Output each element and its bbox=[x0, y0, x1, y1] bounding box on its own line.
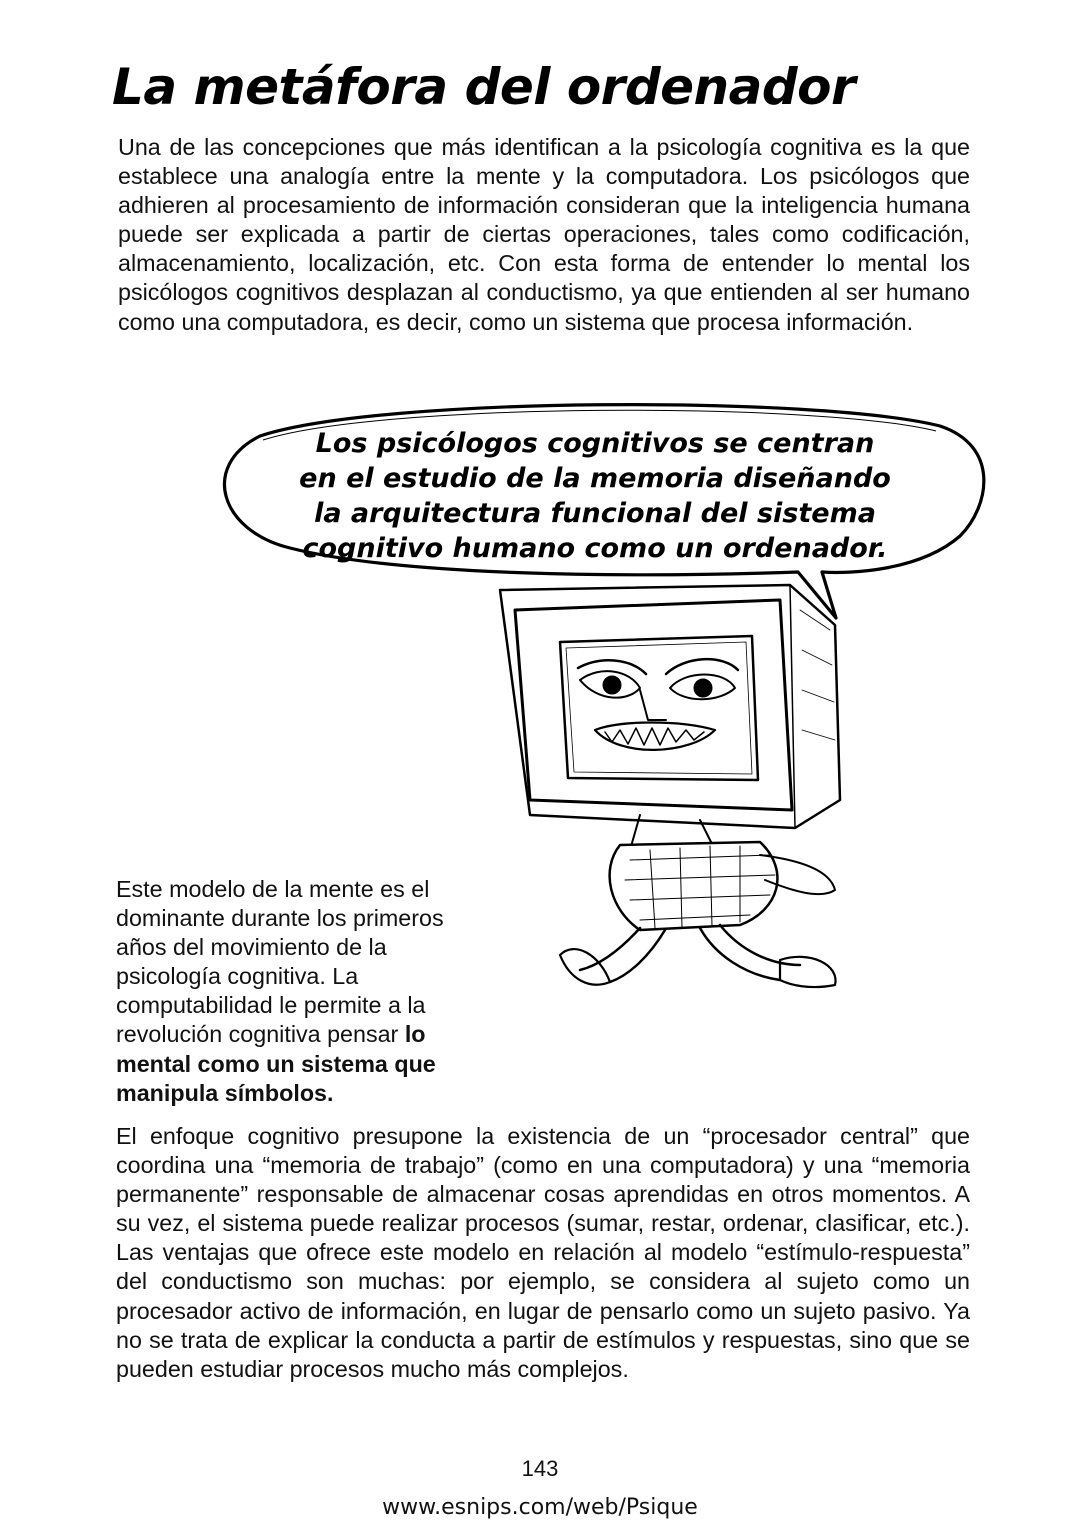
bubble-line: cognitivo humano como un ordenador. bbox=[302, 533, 888, 564]
side-paragraph-text: Este modelo de la mente es el dominante durante los primeros años del movimiento de la psicología cognitiva. La computabilidad le permite a la revolución cognitiva pensar bbox=[116, 876, 444, 1048]
page-number: 143 bbox=[521, 1456, 559, 1481]
side-paragraph-bold: lo mental como un sistema que manipula símbolos. bbox=[116, 1021, 436, 1106]
bubble-line: la arquitectura funcional del sistema bbox=[314, 498, 876, 529]
bubble-line: en el estudio de la memoria diseñando bbox=[299, 463, 891, 494]
page-title: La metáfora del ordenador bbox=[112, 58, 856, 116]
footer-url: www.esnips.com/web/Psique bbox=[382, 1495, 698, 1520]
bubble-line: Los psicólogos cognitivos se centran bbox=[315, 428, 875, 459]
computer-head-illustration bbox=[490, 570, 890, 1030]
speech-bubble-text bbox=[270, 426, 920, 566]
intro-paragraph: Una de las concepciones que más identifican a la psicología cognitiva es la que establece una analogía entre la mente y la computadora. Los psicólogos que adhieren al procesamiento de información consideran que la inteligencia humana puede ser explicada a partir de ciertas operaciones, tales como codificación, almacenamiento, localización, etc. Con esta forma de entender lo mental los psicólogos cognitivos desplazan al conductismo, ya que entienden al ser humano como una computadora, es decir, como un sistema que procesa información. bbox=[118, 134, 970, 335]
side-paragraph bbox=[116, 875, 478, 1108]
main-paragraph: El enfoque cognitivo presupone la existencia de un “procesador central” que coordina una “memoria de trabajo” (como en una computadora) y una “memoria permanente” responsable de almacenar cosas aprendidas en otros momentos. A su vez, el sistema puede realizar procesos (sumar, restar, ordenar, clasificar, etc.). Las ventajas que ofrece este modelo en relación al modelo “estímulo-respuesta” del conductismo son muchas: por ejemplo, se considera al sujeto como un procesador activo de información, en lugar de pensarlo como un sujeto pasivo. Ya no se trata de explicar la conducta a partir de estímulos y respuestas, sino que se pueden estudiar procesos mucho más complejos. bbox=[116, 1123, 970, 1382]
